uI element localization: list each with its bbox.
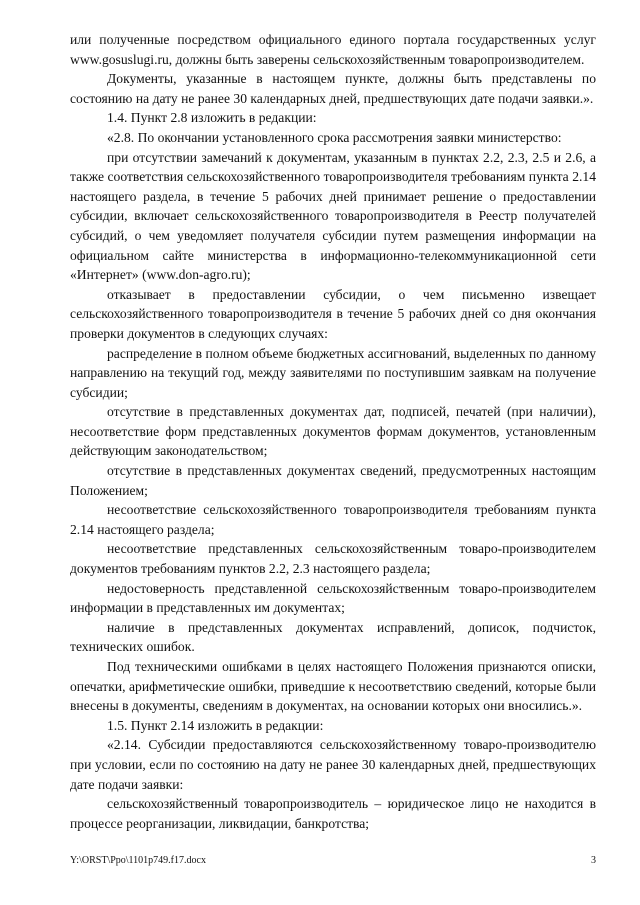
paragraph: сельскохозяйственный товаропроизводитель – юридическое лицо не находится в процессе реорганизации, ликвидации, банкротства; [70,796,596,831]
paragraph: несоответствие представленных сельскохозяйственным товаро-производителем документов требованиям пунктов 2.2, 2.3 настоящего раздела; [70,541,596,577]
paragraph: отсутствие в представленных документах дат, подписей, печатей (при наличии), несоответствие форм представленных документов формам документов, установленным действующим законодательством; [70,404,596,459]
document-page [70,30,596,833]
page-number: 3 [591,855,596,866]
paragraph: при отсутствии замечаний к документам, указанным в пунктах 2.2, 2.3, 2.5 и 2.6, а также соответствия сельскохозяйственного товаропроизводителя требованиям пункта 2.14 настоящего раздела, в течение 5 рабочих дней принимает решение о предоставлении субсидии, включает сельскохозяйственного товаропроизводителя в Реестр получателей субсидий, о чем уведомляет получателя субсидии путем размещения информации на официальном сайте министерства в информационно-телекоммуникационной сети «Интернет» (www.don-agro.ru); [70,149,596,283]
paragraph: недостоверность представленной сельскохозяйственным товаро-производителем информации в представленных им документах; [70,580,596,616]
paragraph: отказывает в предоставлении субсидии, о чем письменно извещает сельскохозяйственного товаропроизводителя в течение 5 рабочих дней со дня окончания проверки документов в следующих случаях: [70,286,596,341]
paragraph: 1.4. Пункт 2.8 изложить в редакции: [107,110,317,126]
paragraph: «2.14. Субсидии предоставляются сельскохозяйственному товаро-производителю при условии, если по состоянию на дату не ранее 30 календарных дней, предшествующих дате подачи заявки: [70,737,596,792]
paragraph: Документы, указанные в настоящем пункте, должны быть представлены по состоянию на дату не ранее 30 календарных дней, предшествующих дате подачи заявки.». [70,71,596,106]
paragraph: отсутствие в представленных документах сведений, предусмотренных настоящим Положением; [70,463,596,498]
paragraph: Под техническими ошибками в целях настоящего Положения признаются описки, опечатки, арифметические ошибки, приведшие к несоответствию сведений, которые были внесены в документы, сведениям в документах, на основании которых они вносились.». [70,659,596,714]
footer-file-path: Y:\ORST\Ppo\1101p749.f17.docx [70,855,206,866]
paragraph: распределение в полном объеме бюджетных ассигнований, выделенных по данному направлению на текущий год, между заявителями по поступившим заявкам на получение субсидии; [70,345,596,400]
paragraph: наличие в представленных документах исправлений, дописок, подчисток, технических ошибок. [70,619,596,655]
paragraph: несоответствие сельскохозяйственного товаропроизводителя требованиям пункта 2.14 настоящего раздела; [70,502,596,537]
paragraph: «2.8. По окончании установленного срока рассмотрения заявки министерство: [107,129,562,145]
paragraph: 1.5. Пункт 2.14 изложить в редакции: [107,717,324,733]
paragraph: или полученные посредством официального единого портала государственных услуг www.gosuslugi.ru, должны быть заверены сельскохозяйственным товаропроизводителем. [70,32,596,67]
